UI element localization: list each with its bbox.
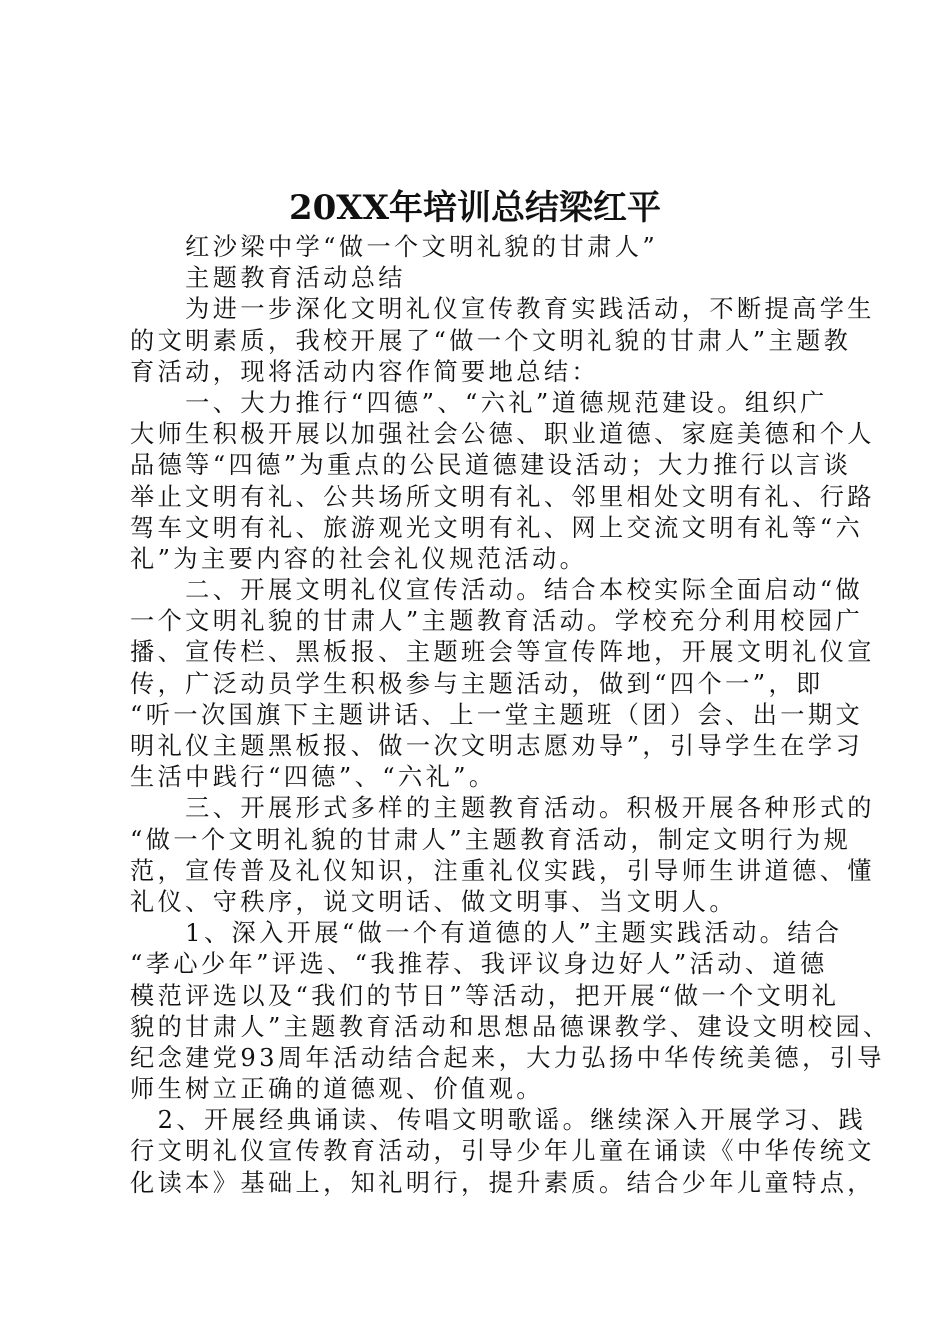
body-line: 貌的甘肃人”主题教育活动和思想品德课教学、建设文明校园、 xyxy=(130,1012,891,1041)
body-line: 为进一步深化文明礼仪宣传教育实践活动，不断提高学生 xyxy=(130,295,875,324)
body-line: 1、深入开展“做一个有道德的人”主题实践活动。结合 xyxy=(130,919,843,948)
body-line: 播、宣传栏、黑板报、主题班会等宣传阵地，开展文明礼仪宣 xyxy=(130,638,875,667)
body-line: “孝心少年”评选、“我推荐、我评议身边好人”活动、道德 xyxy=(130,950,828,979)
body-line: “做一个文明礼貌的甘肃人”主题教育活动，制定文明行为规 xyxy=(130,825,852,854)
body-line: 红沙梁中学“做一个文明礼貌的甘肃人” xyxy=(130,233,659,261)
body-line: 礼仪、守秩序，说文明话、做文明事、当文明人。 xyxy=(130,887,737,916)
body-line: 明礼仪主题黑板报、做一次文明志愿劝导”，引导学生在学习 xyxy=(130,732,864,760)
body-line: 举止文明有礼、公共场所文明有礼、邻里相处文明有礼、行路 xyxy=(130,482,875,511)
body-line: 传，广泛动员学生积极参与主题活动，做到“四个一”，即 xyxy=(130,669,824,698)
body-line: 礼”为主要内容的社会礼仪规范活动。 xyxy=(130,544,588,573)
document-title: 20XX年培训总结梁红平 xyxy=(288,188,662,228)
body-line: 生活中践行“四德”、“六礼”。 xyxy=(130,763,497,792)
document-body xyxy=(130,232,891,1199)
body-line: 化读本》基础上，知礼明行，提升素质。结合少年儿童特点， xyxy=(130,1168,875,1197)
body-line: 主题教育活动总结 xyxy=(130,264,406,293)
body-line: 2、开展经典诵读、传唱文明歌谣。继续深入开展学习、践 xyxy=(130,1106,867,1135)
body-line: “听一次国旗下主题讲话、上一堂主题班（团）会、出一期文 xyxy=(130,700,864,729)
body-line: 品德等“四德”为重点的公民道德建设活动；大力推行以言谈 xyxy=(130,451,852,480)
body-line: 二、开展文明礼仪宣传活动。结合本校实际全面启动“做 xyxy=(130,576,864,605)
body-line: 纪念建党93周年活动结合起来，大力弘扬中华传统美德，引导 xyxy=(130,1043,885,1072)
body-line: 驾车文明有礼、旅游观光文明有礼、网上交流文明有礼等“六 xyxy=(130,513,864,542)
body-line: 一、大力推行“四德”、“六礼”道德规范建设。组织广 xyxy=(130,388,828,417)
body-line: 行文明礼仪宣传教育活动，引导少年儿童在诵读《中华传统文 xyxy=(130,1137,875,1166)
body-line: 大师生积极开展以加强社会公德、职业道德、家庭美德和个人 xyxy=(130,420,875,449)
body-line: 模范评选以及“我们的节日”等活动，把开展“做一个文明礼 xyxy=(130,981,840,1010)
body-line: 范，宣传普及礼仪知识，注重礼仪实践，引导师生讲道德、懂 xyxy=(130,856,875,885)
body-line: 一个文明礼貌的甘肃人”主题教育活动。学校充分利用校园广 xyxy=(130,607,864,636)
body-line: 的文明素质，我校开展了“做一个文明礼貌的甘肃人”主题教 xyxy=(130,326,852,355)
body-line: 三、开展形式多样的主题教育活动。积极开展各种形式的 xyxy=(130,794,875,823)
body-line: 育活动，现将活动内容作简要地总结： xyxy=(130,357,599,386)
body-line: 师生树立正确的道德观、价值观。 xyxy=(130,1075,544,1104)
